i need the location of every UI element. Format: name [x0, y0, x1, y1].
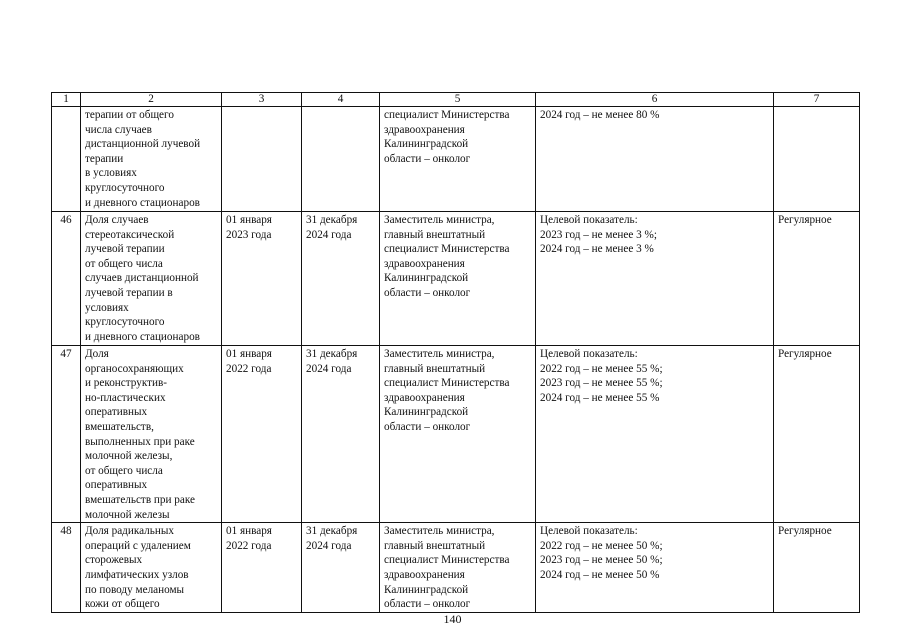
responsible-person: Заместитель министра, главный внештатный специалист Министерства здравоохранения Калининградской области – онколог — [380, 346, 536, 523]
indicator-name: Доля органосохраняющих и реконструктив- но-пластических оперативных вмешательств, выполненных при раке молочной железы, от общего числа оперативных вмешательств при раке молочной железы — [81, 346, 222, 523]
end-date — [302, 107, 380, 212]
periodicity: Регулярное — [774, 212, 860, 346]
target-indicator: 2024 год – не менее 80 % — [536, 107, 774, 212]
indicator-name: Доля радикальных операций с удалением сторожевых лимфатических узлов по поводу меланомы кожи от общего — [81, 523, 222, 613]
responsible-person: Заместитель министра, главный внештатный специалист Министерства здравоохранения Калининградской области – онколог — [380, 212, 536, 346]
table-row — [52, 523, 860, 613]
column-number: 7 — [774, 93, 860, 107]
responsible-person: Заместитель министра, главный внештатный специалист Министерства здравоохранения Калининградской области – онколог — [380, 523, 536, 613]
periodicity: Регулярное — [774, 523, 860, 613]
row-number: 46 — [52, 212, 81, 346]
column-number: 5 — [380, 93, 536, 107]
start-date — [222, 107, 302, 212]
target-indicator: Целевой показатель: 2022 год – не менее 50 %; 2023 год – не менее 50 %; 2024 год – не менее 50 % — [536, 523, 774, 613]
page-number: 140 — [443, 612, 462, 626]
end-date: 31 декабря 2024 года — [302, 523, 380, 613]
start-date: 01 января 2022 года — [222, 523, 302, 613]
table-row — [52, 107, 860, 212]
row-number: 48 — [52, 523, 81, 613]
column-number: 6 — [536, 93, 774, 107]
table-row — [52, 346, 860, 523]
start-date: 01 января 2022 года — [222, 346, 302, 523]
row-number: 47 — [52, 346, 81, 523]
column-number: 4 — [302, 93, 380, 107]
periodicity — [774, 107, 860, 212]
row-number — [52, 107, 81, 212]
periodicity: Регулярное — [774, 346, 860, 523]
indicator-name: терапии от общего числа случаев дистанционной лучевой терапии в условиях круглосуточного и дневного стационаров — [81, 107, 222, 212]
end-date: 31 декабря 2024 года — [302, 212, 380, 346]
start-date: 01 января 2023 года — [222, 212, 302, 346]
measures-table — [51, 92, 860, 613]
column-number: 2 — [81, 93, 222, 107]
table-row — [52, 212, 860, 346]
indicator-name: Доля случаев стереотаксической лучевой терапии от общего числа случаев дистанционной лучевой терапии в условиях круглосуточного и дневного стационаров — [81, 212, 222, 346]
end-date: 31 декабря 2024 года — [302, 346, 380, 523]
target-indicator: Целевой показатель: 2022 год – не менее 55 %; 2023 год – не менее 55 %; 2024 год – не менее 55 % — [536, 346, 774, 523]
column-number: 3 — [222, 93, 302, 107]
column-number: 1 — [52, 93, 81, 107]
responsible-person: специалист Министерства здравоохранения Калининградской области – онколог — [380, 107, 536, 212]
column-number-row — [52, 93, 860, 107]
target-indicator: Целевой показатель: 2023 год – не менее 3 %; 2024 год – не менее 3 % — [536, 212, 774, 346]
